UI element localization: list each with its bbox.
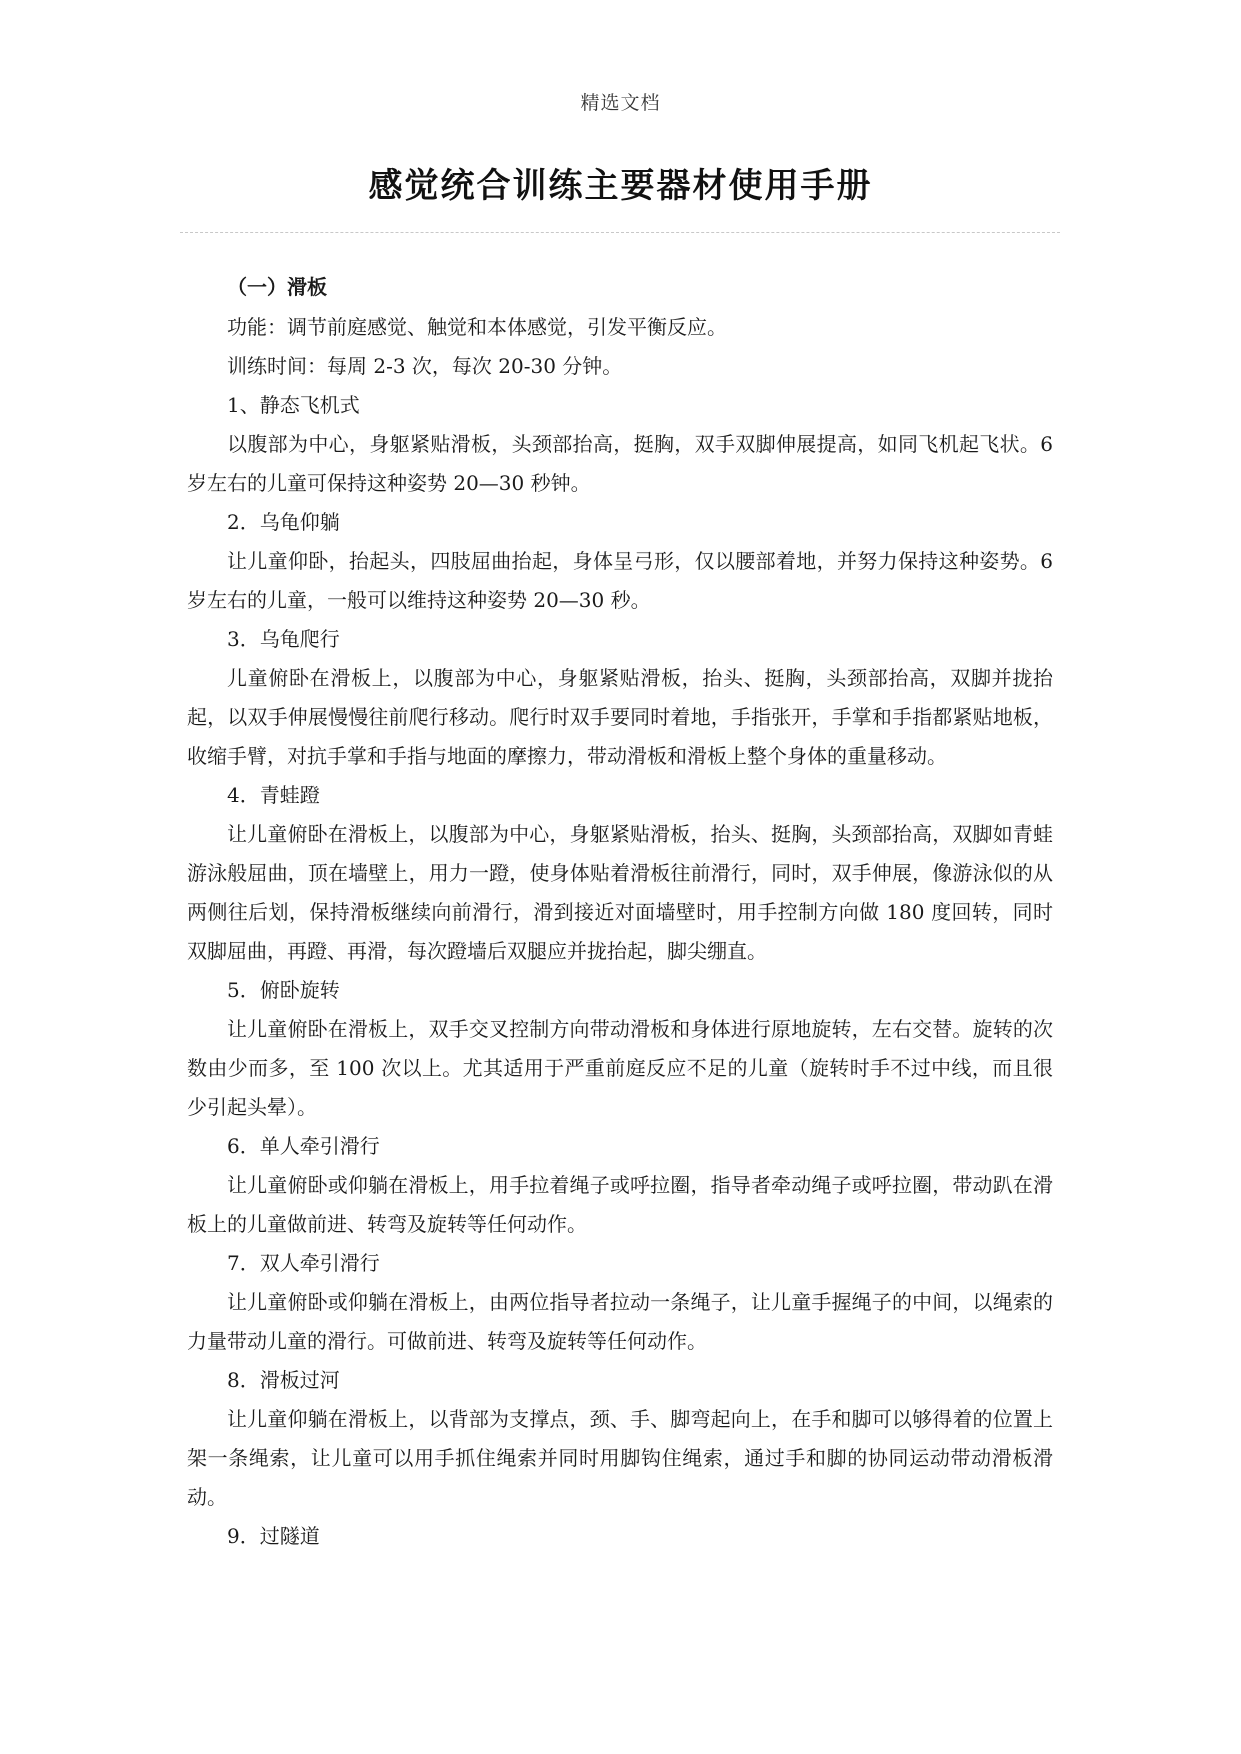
item-title: 4．青蛙蹬 — [227, 783, 320, 807]
item-text: 让儿童俯卧在滑板上，以腹部为中心，身躯紧贴滑板，抬头、挺胸，头颈部抬高，双脚如青蛙游泳般屈曲，顶在墙壁上，用力一蹬，使身体贴着滑板往前滑行，同时，双手伸展，像游泳似的从两侧往后划，保持滑板继续向前滑行，滑到接近对面墙壁时，用手控制方向做 180 度回转，同时双脚屈曲，再蹬、再滑，每次蹬墙后双腿应并拢抬起，脚尖绷直。 — [187, 822, 1053, 963]
function-line: 功能：调节前庭感觉、触觉和本体感觉，引发平衡反应。 — [227, 315, 727, 339]
training-time-line: 训练时间：每周 2-3 次，每次 20-30 分钟。 — [227, 354, 623, 378]
page-header-label: 精选文档 — [580, 92, 661, 114]
item-title: 1、静态飞机式 — [227, 393, 360, 417]
section-heading: （一）滑板 — [227, 275, 327, 299]
item-text: 儿童俯卧在滑板上，以腹部为中心，身躯紧贴滑板，抬头、挺胸，头颈部抬高，双脚并拢抬起，以双手伸展慢慢往前爬行移动。爬行时双手要同时着地，手指张开，手掌和手指都紧贴地板，收缩手臂，对抗手掌和手指与地面的摩擦力，带动滑板和滑板上整个身体的重量移动。 — [187, 666, 1053, 768]
item-title: 9．过隧道 — [227, 1524, 320, 1548]
document-body — [187, 268, 1053, 1556]
item-title: 8．滑板过河 — [227, 1368, 340, 1392]
item-text: 让儿童俯卧在滑板上，双手交叉控制方向带动滑板和身体进行原地旋转，左右交替。旋转的次数由少而多，至 100 次以上。尤其适用于严重前庭反应不足的儿童（旋转时手不过中线，而且很少引起头晕）。 — [187, 1017, 1053, 1119]
item-text: 让儿童俯卧或仰躺在滑板上，用手拉着绳子或呼拉圈，指导者牵动绳子或呼拉圈，带动趴在滑板上的儿童做前进、转弯及旋转等任何动作。 — [187, 1173, 1053, 1236]
item-title: 2．乌龟仰躺 — [227, 510, 340, 534]
item-text: 以腹部为中心，身躯紧贴滑板，头颈部抬高，挺胸，双手双脚伸展提高，如同飞机起飞状。6 岁左右的儿童可保持这种姿势 20—30 秒钟。 — [187, 432, 1053, 495]
item-title: 6．单人牵引滑行 — [227, 1134, 380, 1158]
document-title: 感觉统合训练主要器材使用手册 — [368, 166, 873, 206]
item-title: 7．双人牵引滑行 — [227, 1251, 380, 1275]
title-divider — [180, 232, 1060, 233]
item-title: 3．乌龟爬行 — [227, 627, 340, 651]
item-text: 让儿童仰卧，抬起头，四肢屈曲抬起，身体呈弓形，仅以腰部着地，并努力保持这种姿势。6 岁左右的儿童，一般可以维持这种姿势 20—30 秒。 — [187, 549, 1053, 612]
item-title: 5．俯卧旋转 — [227, 978, 340, 1002]
item-text: 让儿童俯卧或仰躺在滑板上，由两位指导者拉动一条绳子，让儿童手握绳子的中间，以绳索的力量带动儿童的滑行。可做前进、转弯及旋转等任何动作。 — [187, 1290, 1053, 1353]
item-text: 让儿童仰躺在滑板上，以背部为支撑点，颈、手、脚弯起向上，在手和脚可以够得着的位置上架一条绳索，让儿童可以用手抓住绳索并同时用脚钩住绳索，通过手和脚的协同运动带动滑板滑动。 — [187, 1407, 1053, 1509]
